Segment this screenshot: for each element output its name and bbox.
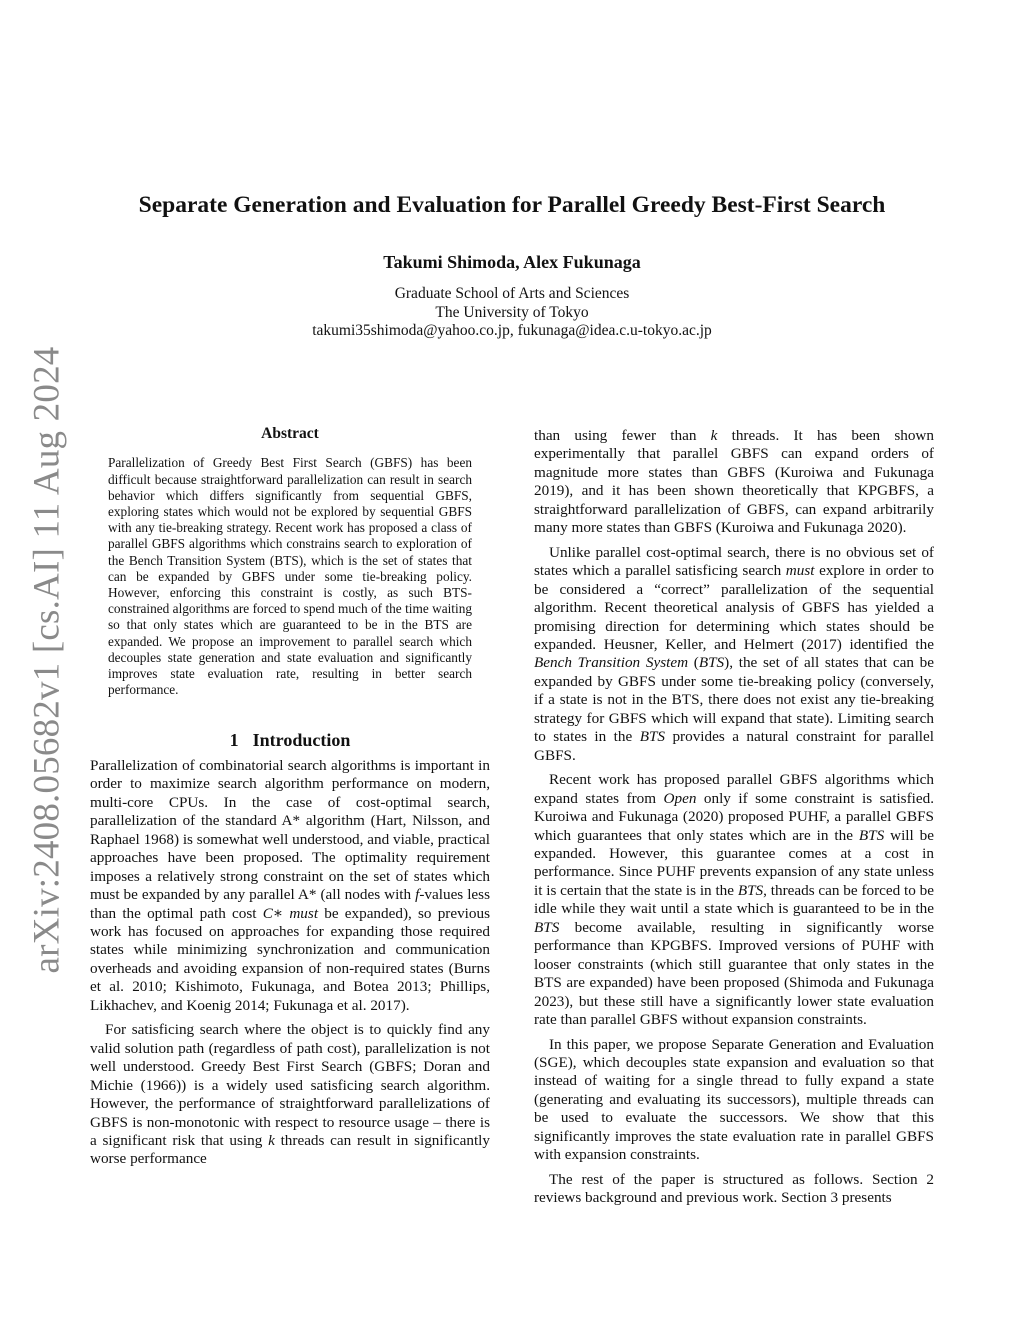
- section-title: Introduction: [252, 729, 351, 750]
- text-span: will be expanded. However, this guarantee comes at a cost in performance. Since PUHF prevents expansion of any state unless it is certain that the state is in the: [534, 826, 934, 899]
- text-span: become available, resulting in significantly worse performance than KPGBFS. Improved versions of PUHF with looser constraints (which still guarantee that only states in the BTS are expanded) have been proposed (Shimoda and Fukunaga 2023), but these still have a significantly lower state evaluation rate than parallel GBFS without expansion constraints.: [534, 918, 934, 1029]
- text-span: only if some constraint is satisfied. Kuroiwa and Fukunaga (2020) proposed PUHF, a parallel GBFS which guarantees that only states which are in the: [534, 789, 935, 844]
- text-span: Parallelization of combinatorial search algorithms is important in order to maximize search algorithm performance on modern, multi-core CPUs. In the case of cost-optimal search, parallelization of the standard A* algorithm (Hart, Nilsson, and Raphael 1968) is somewhat well understood, and viable, practical approaches have been proposed. The optimality requirement imposes a relatively strong constraint on the set of states which must be expanded by any parallel A* (all nodes with: [90, 756, 490, 904]
- math-k: k: [268, 1132, 275, 1150]
- math-bts: BTS: [858, 826, 885, 844]
- math-bts: BTS: [737, 881, 764, 899]
- math-open: Open: [663, 789, 697, 807]
- section-heading-introduction: [90, 731, 490, 749]
- math-k: k: [710, 427, 718, 444]
- emphasis-bench-transition-system: Bench Transition System: [534, 654, 689, 672]
- emphasis-must: must: [289, 904, 319, 922]
- text-span: -values less than the optimal path cost: [90, 886, 490, 922]
- text-span: Recent work has proposed parallel GBFS algorithms which expand states from: [534, 771, 934, 807]
- left-column: [90, 425, 490, 1175]
- text-span: (: [688, 654, 699, 672]
- intro-paragraph-6: In this paper, we propose Separate Generation and Evaluation (SGE), which decouples state expansion and evaluation so that instead of waiting for a single thread to fully expand a state (generating and evaluating its successors), multiple threads can be used to evaluate the successors. We show that this significantly improves the state evaluation rate in parallel GBFS with expansion constraints.: [534, 1035, 934, 1164]
- intro-paragraph-1: [90, 757, 490, 1015]
- emphasis-must: must: [785, 562, 815, 580]
- intro-paragraph-4: [534, 544, 934, 765]
- text-span: threads can result in significantly worse performance: [90, 1132, 490, 1168]
- text-span: explore in order to be considered a “correct” parallelization of the sequential algorithm. Recent theoretical analysis of GBFS has yielded a promising direction for determining which states should be expanded. Heusner, Keller, and Helmert (2017) identified the: [534, 562, 935, 653]
- intro-paragraph-5: [534, 771, 934, 1029]
- abstract-text: Parallelization of Greedy Best First Search (GBFS) has been difficult because straightforward parallelization can result in search behavior which differs significantly from sequential GBFS, exploring states which would not be explored by sequential GBFS with any tie-breaking strategy. Recent work has proposed a class of parallel GBFS algorithms which constrains search to exploration of the Bench Transition System (BTS), which is the set of states that can be expanded by GBFS under some tie-breaking policy. However, enforcing this constraint is costly, as such BTS-constrained algorithms are forced to spend much of the time waiting so that only states which are guaranteed to be in the BTS are expanded. We propose an improvement to parallel search which decouples state generation and state evaluation and significantly improves state evaluation rate, resulting in better search performance.: [108, 455, 472, 698]
- text-span: Unlike parallel cost-optimal search, there is no obvious set of states which a parallel satisficing search: [534, 543, 934, 580]
- abstract-heading: Abstract: [261, 425, 319, 442]
- math-c-star: C∗: [262, 904, 284, 922]
- text-span: provides a natural constraint for parallel GBFS.: [534, 728, 934, 764]
- math-bts: BTS: [534, 918, 560, 936]
- text-span: , threads can be forced to be idle while they wait until a state which is guaranteed to be in the: [534, 881, 935, 918]
- math-f: f: [415, 886, 420, 904]
- paper-title: Separate Generation and Evaluation for Parallel Greedy Best-First Search: [138, 192, 886, 218]
- affiliation-university: The University of Tokyo: [435, 303, 589, 321]
- author-list: Takumi Shimoda, Alex Fukunaga: [383, 252, 641, 272]
- intro-paragraph-7: The rest of the paper is structured as follows. Section 2 reviews background and previous work. Section 3 presents: [534, 1170, 934, 1207]
- text-span: threads. It has been shown experimentally that parallel GBFS can expand orders of magnitude more states than GBFS (Kuroiwa and Fukunaga 2019), and it has been shown theoretically that KPGBFS, a straightforward parallelization of GBFS, can expand arbitrarily many more states than GBFS (Kuroiwa and Fukunaga 2020).: [534, 427, 934, 537]
- affiliation-block: [0, 285, 1024, 341]
- section-number: 1: [229, 729, 239, 750]
- text-span: than using fewer than: [534, 427, 711, 444]
- author-emails: takumi35shimoda@yahoo.co.jp, fukunaga@idea.c.u-tokyo.ac.jp: [312, 322, 712, 339]
- arxiv-identifier-stamp: arXiv:2408.05682v1 [cs.AI] 11 Aug 2024: [26, 346, 68, 974]
- math-bts: BTS: [698, 654, 725, 672]
- math-bts: BTS: [639, 728, 666, 746]
- right-column: [534, 427, 934, 1214]
- text-span: ), the set of all states that can be expanded by GBFS under some tie-breaking policy (conversely, if a state is not in the BTS, there does not exist any tie-breaking strategy for GBFS which will expand that state). Limiting search to states in the: [534, 654, 934, 746]
- text-span: be expanded), so previous work has focused on approaches for expanding those required states while minimizing synchronization and communication overheads and avoiding expansion of non-required states (Burns et al. 2010; Kishimoto, Fukunaga, and Botea 2013; Phillips, Likhachev, and Koenig 2014; Fukunaga et al. 2017).: [90, 904, 491, 1014]
- intro-paragraph-3: [534, 427, 934, 538]
- affiliation-school: Graduate School of Arts and Sciences: [394, 285, 630, 302]
- intro-paragraph-2: [90, 1021, 490, 1169]
- text-span: For satisficing search where the object is to quickly find any valid solution path (regardless of path cost), parallelization is not well understood. Greedy Best First Search (GBFS; Doran and Michie (1966)) is a widely used satisficing search algorithm. However, the performance of straightforward parallelizations of GBFS is non-monotonic with respect to resource usage – there is a significant risk that using: [90, 1021, 490, 1150]
